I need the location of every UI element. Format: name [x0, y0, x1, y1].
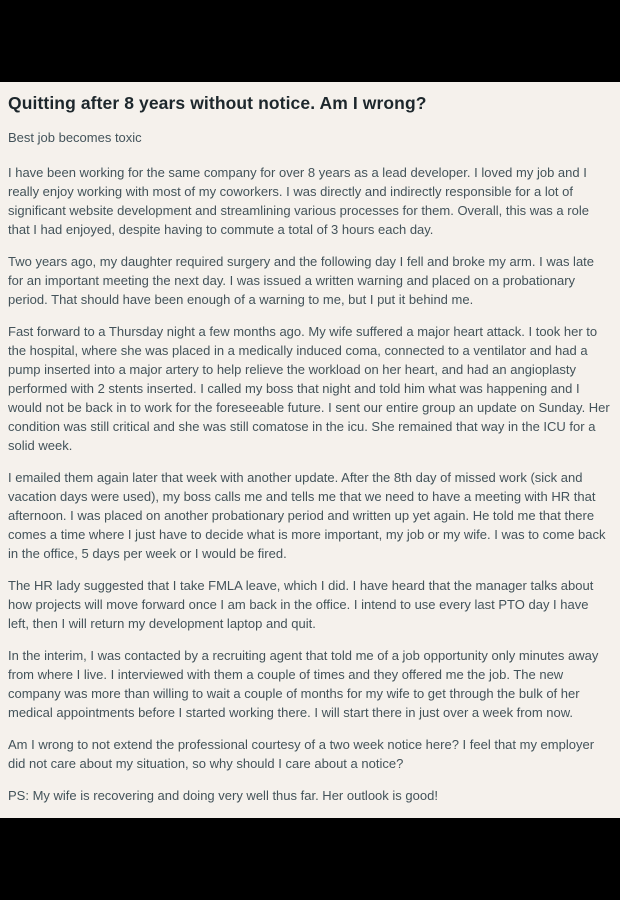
post-subtitle: Best job becomes toxic	[8, 130, 142, 145]
post-content	[0, 82, 620, 818]
post-paragraph: I emailed them again later that week with another update. After the 8th day of missed work (sick and vacation days were used), my boss calls me and tells me that we need to have a meeting with HR that afternoon. I was placed on another probationary period and written up yet again. He told me that there comes a time where I just have to decide what is more important, my job or my wife. I was to come back in the office, 5 days per week or I would be fired.	[8, 470, 606, 561]
post-paragraph: Two years ago, my daughter required surgery and the following day I fell and broke my arm. I was late for an important meeting the next day. I was issued a written warning and placed on a probationary period. That should have been enough of a warning to me, but I put it behind me.	[8, 254, 595, 307]
post-paragraph: Am I wrong to not extend the professional courtesy of a two week notice here? I feel that my employer did not care about my situation, so why should I care about a notice?	[8, 737, 595, 771]
post-paragraph: The HR lady suggested that I take FMLA leave, which I did. I have heard that the manager talks about how projects will move forward once I am back in the office. I intend to use every last PTO day I have left, then I will return my development laptop and quit.	[8, 578, 594, 631]
top-letterbox	[0, 0, 620, 82]
post-paragraph: In the interim, I was contacted by a recruiting agent that told me of a job opportunity only minutes away from where I live. I interviewed with them a couple of times and they offered me the job. The new company was more than willing to wait a couple of months for my wife to get through the bulk of her medical appointments before I started working there. I will start there in just over a week from now.	[8, 648, 599, 720]
post-paragraph: PS: My wife is recovering and doing very well thus far. Her outlook is good!	[8, 788, 438, 803]
post-paragraph: I have been working for the same company for over 8 years as a lead developer. I loved my job and I really enjoy working with most of my coworkers. I was directly and indirectly responsible for a lot of significant website development and streamlining various processes for them. Overall, this was a role that I had enjoyed, despite having to commute a total of 3 hours each day.	[8, 165, 589, 237]
bottom-letterbox	[0, 818, 620, 900]
post-paragraph: Fast forward to a Thursday night a few months ago. My wife suffered a major heart attack. I took her to the hospital, where she was placed in a medically induced coma, connected to a ventilator and had a pump inserted into a major artery to help relieve the workload on her heart, and had an angioplasty performed with 2 stents inserted. I called my boss that night and told him what was happening and I would not be back in to work for the foreseeable future. I sent our entire group an update on Sunday. Her condition was still critical and she was still comatose in the icu. She remained that way in the ICU for a solid week.	[8, 324, 610, 453]
post-title: Quitting after 8 years without notice. Am I wrong?	[8, 93, 427, 113]
